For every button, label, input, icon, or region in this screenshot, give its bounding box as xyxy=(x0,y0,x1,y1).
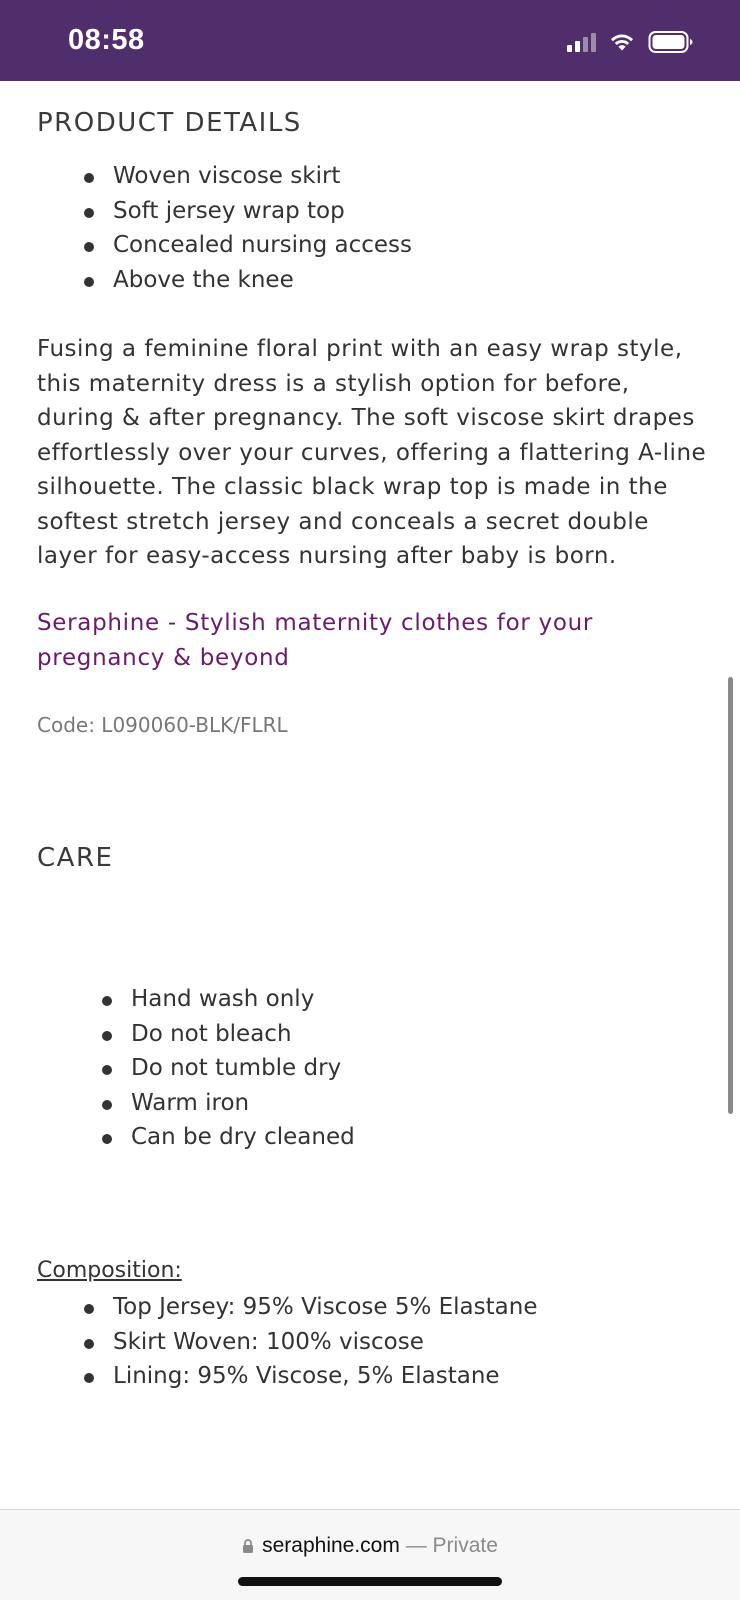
url-domain: seraphine.com xyxy=(262,1534,400,1557)
status-time: 08:58 xyxy=(68,24,145,56)
list-item: Skirt Woven: 100% viscose xyxy=(113,1325,537,1360)
home-indicator[interactable] xyxy=(238,1577,502,1586)
composition-list xyxy=(113,1290,537,1394)
status-bar xyxy=(0,0,740,81)
battery-icon xyxy=(648,30,694,54)
private-mode-label: — Private xyxy=(399,1534,498,1557)
scrollbar[interactable] xyxy=(728,677,733,1114)
list-item: Concealed nursing access xyxy=(113,228,412,263)
lock-icon xyxy=(242,1539,254,1553)
list-item: Woven viscose skirt xyxy=(113,159,412,194)
list-item: Hand wash only xyxy=(131,982,355,1017)
list-item: Top Jersey: 95% Viscose 5% Elastane xyxy=(113,1290,537,1325)
product-details-heading: PRODUCT DETAILS xyxy=(37,108,302,138)
list-item: Do not bleach xyxy=(131,1017,355,1052)
care-list xyxy=(131,982,355,1155)
list-item: Soft jersey wrap top xyxy=(113,194,412,229)
product-code: Code: L090060-BLK/FLRL xyxy=(37,713,288,737)
care-heading: CARE xyxy=(37,843,114,873)
product-page-content xyxy=(0,81,740,1509)
url-display[interactable] xyxy=(0,1534,740,1558)
list-item: Warm iron xyxy=(131,1086,355,1121)
list-item: Can be dry cleaned xyxy=(131,1120,355,1155)
browser-url-bar[interactable] xyxy=(0,1509,740,1600)
brand-tagline-link[interactable]: Seraphine - Stylish maternity clothes for your pregnancy & beyond xyxy=(37,610,594,671)
wifi-icon xyxy=(608,32,636,52)
product-details-list xyxy=(113,159,412,297)
composition-label: Composition: xyxy=(37,1258,182,1283)
cellular-signal-icon xyxy=(567,32,596,52)
product-description: Fusing a feminine floral print with an easy wrap style, this maternity dress is a stylish option for before, during & after pregnancy. The soft viscose skirt drapes effortlessly over your curves, offering a flattering A-line silhouette. The classic black wrap top is made in the softest stretch jersey and conceals a secret double layer for easy-access nursing after baby is born. xyxy=(37,336,707,569)
list-item: Above the knee xyxy=(113,263,412,298)
list-item: Lining: 95% Viscose, 5% Elastane xyxy=(113,1359,537,1394)
status-icons xyxy=(567,28,694,56)
list-item: Do not tumble dry xyxy=(131,1051,355,1086)
